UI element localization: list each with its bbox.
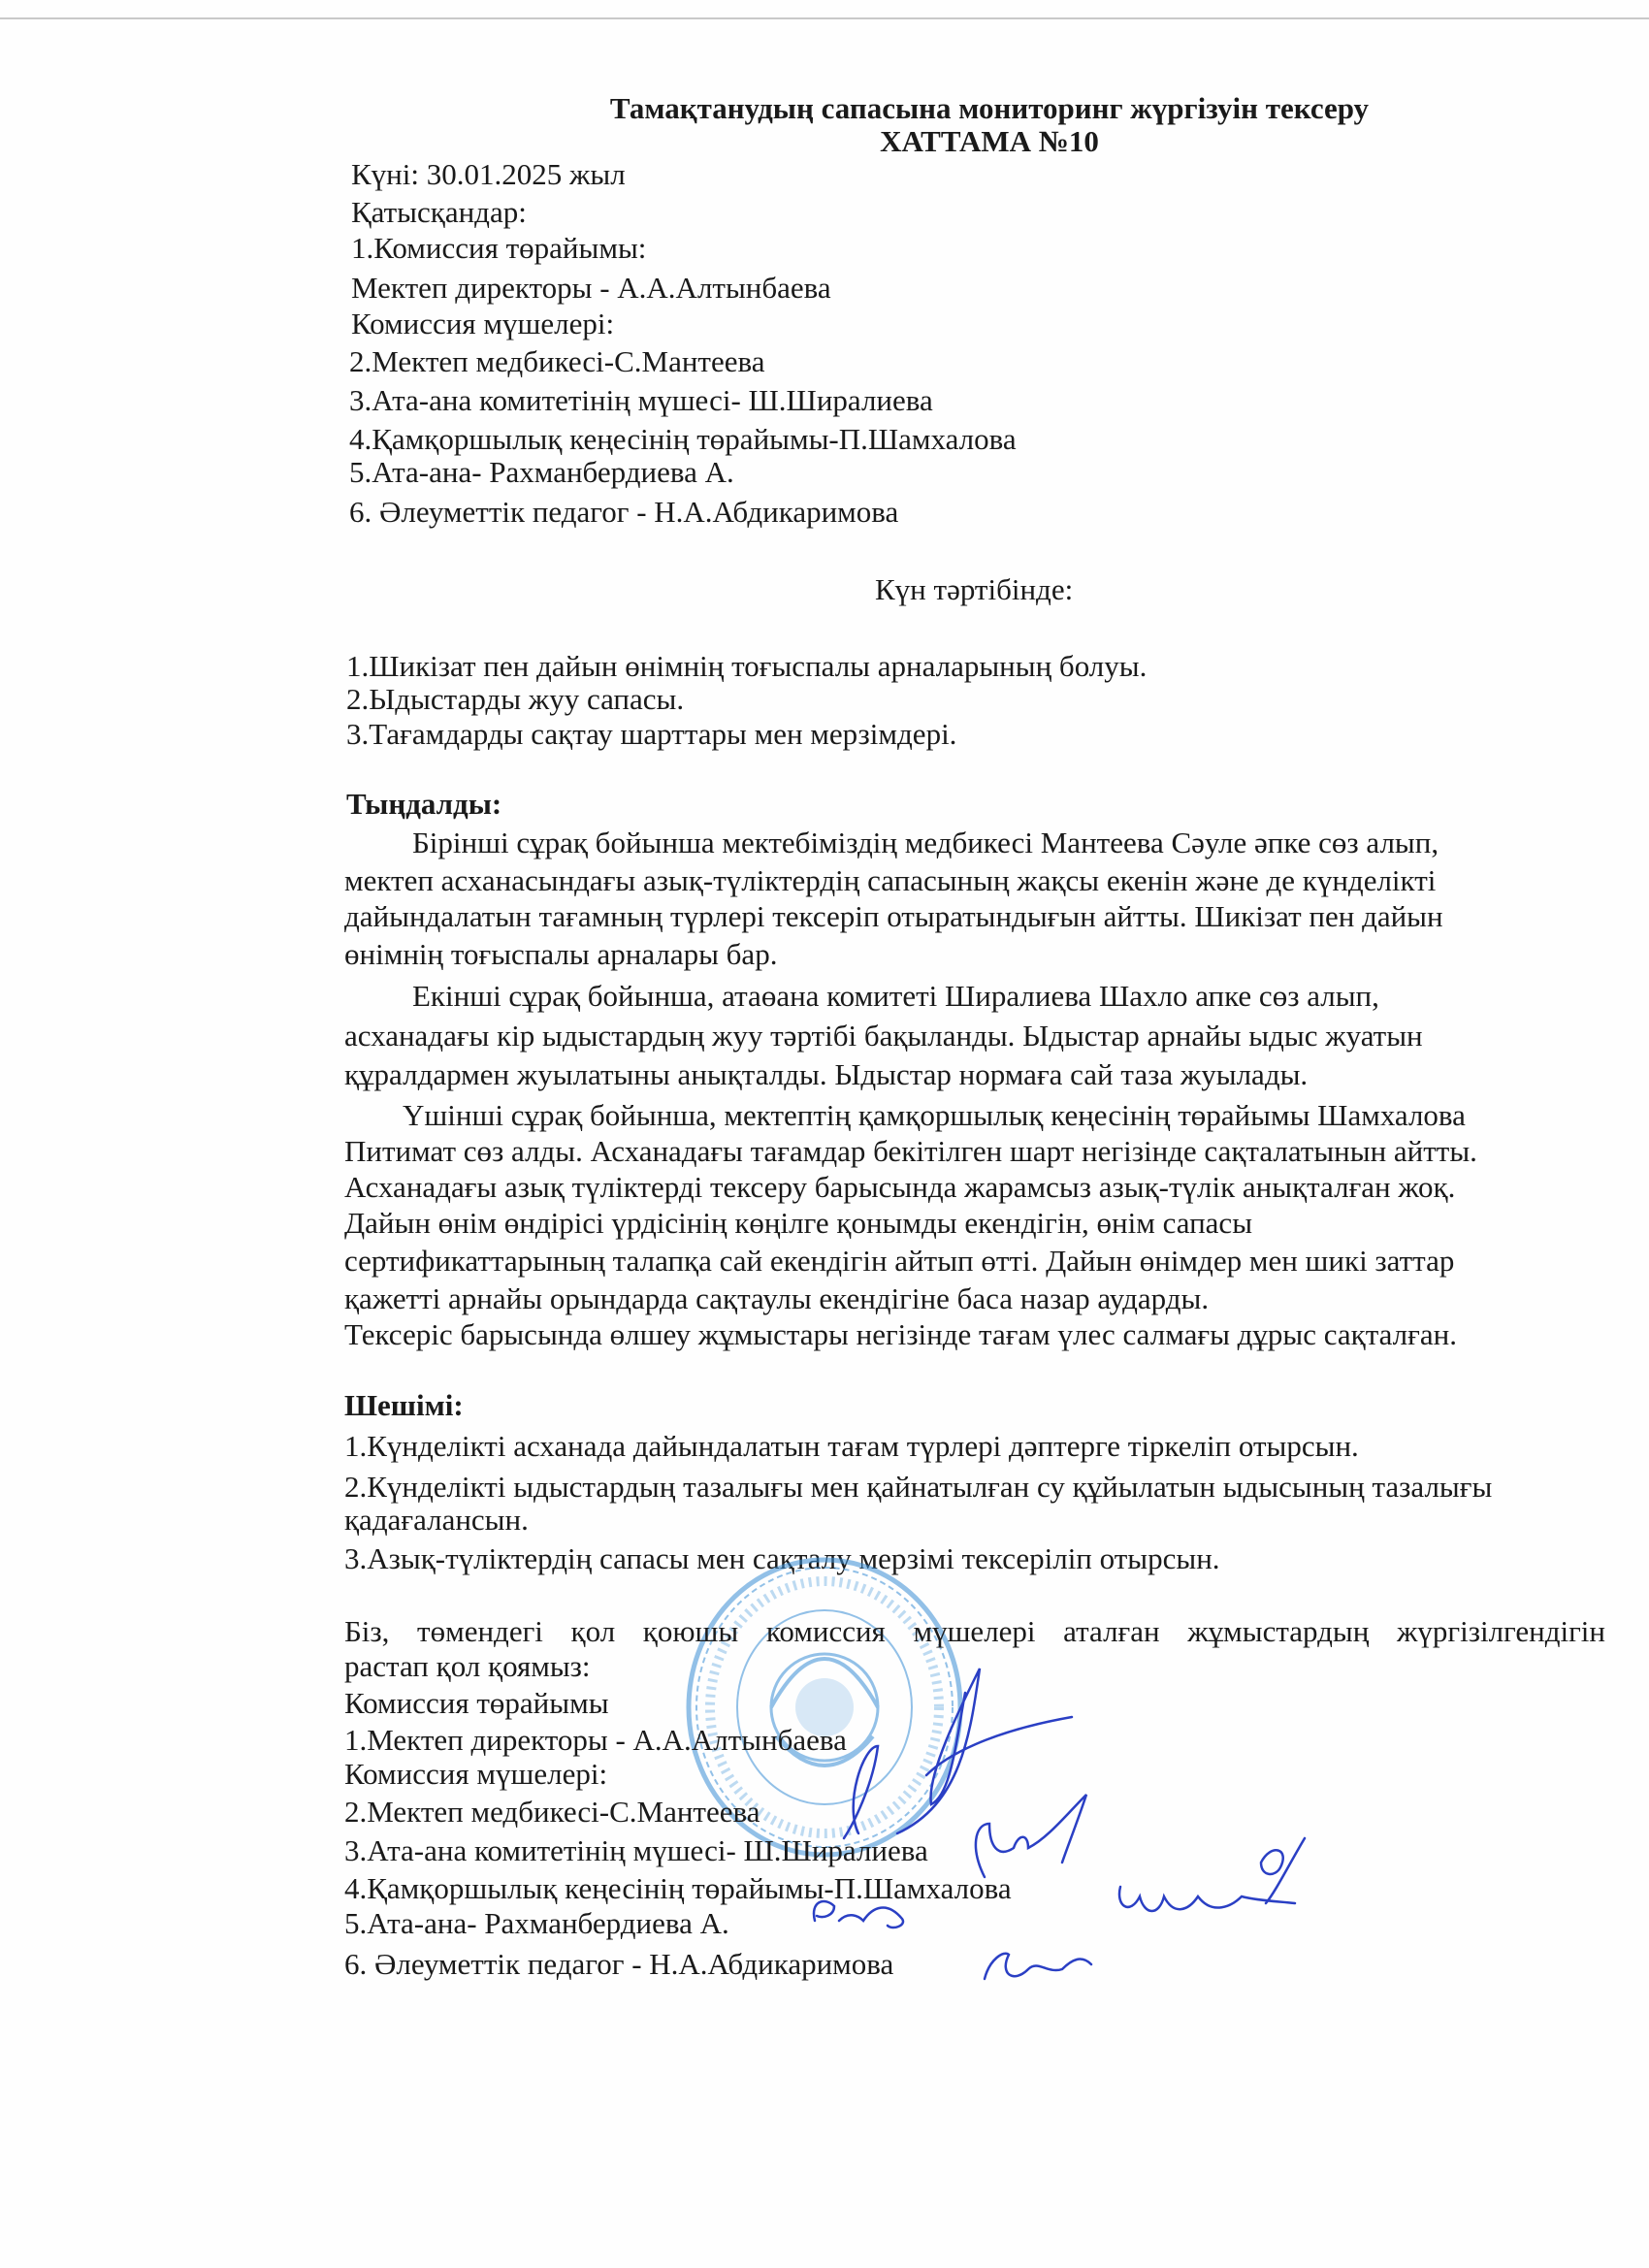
agenda-label: Күн тәртібінде:	[875, 572, 1074, 606]
decision-line: 1.Күнделікті асханада дайындалатын тағам түрлері дәптерге тіркеліп отырсын.	[344, 1429, 1359, 1463]
participants-label: Қатысқандар:	[351, 195, 527, 229]
heard-line: Питимат сөз алды. Асханадағы тағамдар бекітілген шарт негізінде сақталатынын айтты.	[344, 1134, 1477, 1168]
member-signature-abdikarimova	[985, 1954, 1091, 1979]
protocol-number: ХАТТАМА №10	[880, 124, 1099, 158]
signoff-line: Комиссия төрайымы	[344, 1686, 609, 1720]
heard-line: құралдармен жуылатыны анықталды. Ыдыстар нормаға сай таза жуылады.	[344, 1057, 1309, 1091]
participant-line: 6. Әлеуметтік педагог - Н.А.Абдикаримова	[349, 495, 899, 529]
signoff-statement: растап қол қоямыз:	[344, 1649, 591, 1683]
member-signature-shamkhalova	[1119, 1838, 1305, 1911]
signoff-line: 3.Ата-ана комитетінің мүшесі- Ш.Ширалиева	[344, 1833, 928, 1867]
heard-label: Тыңдалды:	[346, 787, 502, 821]
heard-line: мектеп асханасындағы азық-түліктердің сапасының жақсы екенін және де күнделікті	[344, 863, 1437, 897]
participant-line: 1.Комиссия төрайымы:	[351, 231, 647, 265]
decision-label: Шешімі:	[344, 1388, 464, 1422]
heard-line: Тексеріс барысында өлшеу жұмыстары негізінде тағам үлес салмағы дұрыс сақталған.	[344, 1317, 1457, 1351]
participant-line: 2.Мектеп медбикесі-С.Мантеева	[349, 344, 765, 378]
signoff-line: 2.Мектеп медбикесі-С.Мантеева	[344, 1795, 760, 1829]
signoff-line: 4.Қамқоршылық кеңесінің төрайымы-П.Шамхалова	[344, 1871, 1012, 1905]
scan-edge-line	[0, 17, 1649, 19]
heard-line: Бірінші сұрақ бойынша мектебіміздің медбикесі Мантеева Сәуле әпке сөз алып,	[412, 826, 1439, 859]
signoff-statement: Біз, төмендегі қол қоюшы комиссия мүшелері аталған жұмыстардың жүргізілгендігін	[344, 1614, 1605, 1648]
heard-line: Дайын өнім өндірісі үрдісінің көңілге қонымды екендігін, өнім сапасы	[344, 1206, 1253, 1240]
decision-line: 2.Күнделікті ыдыстардың тазалығы мен қайнатылған су құйылатын ыдысының тазалығы	[344, 1470, 1493, 1504]
participant-line: Мектеп директоры - А.А.Алтынбаева	[351, 271, 831, 305]
member-signature-rakhmanberdieva	[814, 1901, 903, 1928]
decision-line: қадағалансын.	[344, 1503, 529, 1537]
signoff-line: Комиссия мүшелері:	[344, 1757, 608, 1791]
agenda-item: 3.Тағамдарды сақтау шарттары мен мерзімдері.	[346, 717, 957, 751]
signoff-line: 1.Мектеп директоры - А.А.Алтынбаева	[344, 1723, 847, 1757]
member-signature-shiralieva	[976, 1795, 1086, 1877]
heard-line: асханадағы кір ыдыстардың жуу тәртібі бақыланды. Ыдыстар арнайы ыдыс жуатын	[344, 1019, 1423, 1053]
meeting-date: Күні: 30.01.2025 жыл	[351, 157, 626, 191]
participant-line: Комиссия мүшелері:	[351, 307, 615, 340]
agenda-item: 2.Ыдыстарды жуу сапасы.	[346, 682, 685, 716]
heard-line: сертификаттарының талапқа сай екендігін айтып өтті. Дайын өнімдер мен шикі заттар	[344, 1244, 1455, 1278]
heard-line: дайындалатын тағамның түрлері тексеріп отыратындығын айтты. Шикізат пен дайын	[344, 899, 1443, 933]
signoff-line: 6. Әлеуметтік педагог - Н.А.Абдикаримова	[344, 1947, 894, 1981]
heard-line: өнімнің тоғыспалы арналары бар.	[344, 937, 778, 971]
signoff-line: 5.Ата-ана- Рахманбердиева А.	[344, 1906, 729, 1940]
agenda-item: 1.Шикізат пен дайын өнімнің тоғыспалы арналарының болуы.	[346, 649, 1148, 683]
heard-line: Екінші сұрақ бойынша, атаөана комитеті Ширалиева Шахло апке сөз алып,	[412, 979, 1379, 1013]
participant-line: 3.Ата-ана комитетінің мүшесі- Ш.Ширалиева	[349, 383, 933, 417]
decision-line: 3.Азық-түліктердің сапасы мен сақталу мерзімі тексеріліп отырсын.	[344, 1541, 1220, 1575]
participant-line: 5.Ата-ана- Рахманбердиева А.	[349, 455, 734, 489]
participant-line: 4.Қамқоршылық кеңесінің төрайымы-П.Шамхалова	[349, 422, 1017, 456]
heard-line: Асханадағы азық түліктерді тексеру барысында жарамсыз азық-түлік анықталған жоқ.	[344, 1170, 1456, 1204]
heard-line: Үшінші сұрақ бойынша, мектептің қамқоршылық кеңесінің төрайымы Шамхалова	[403, 1098, 1466, 1132]
document-title: Тамақтанудың сапасына мониторинг жүргізуін тексеру	[609, 91, 1370, 125]
heard-line: қажетті арнайы орындарда сақтаулы екендігіне баса назар аударды.	[344, 1281, 1210, 1315]
